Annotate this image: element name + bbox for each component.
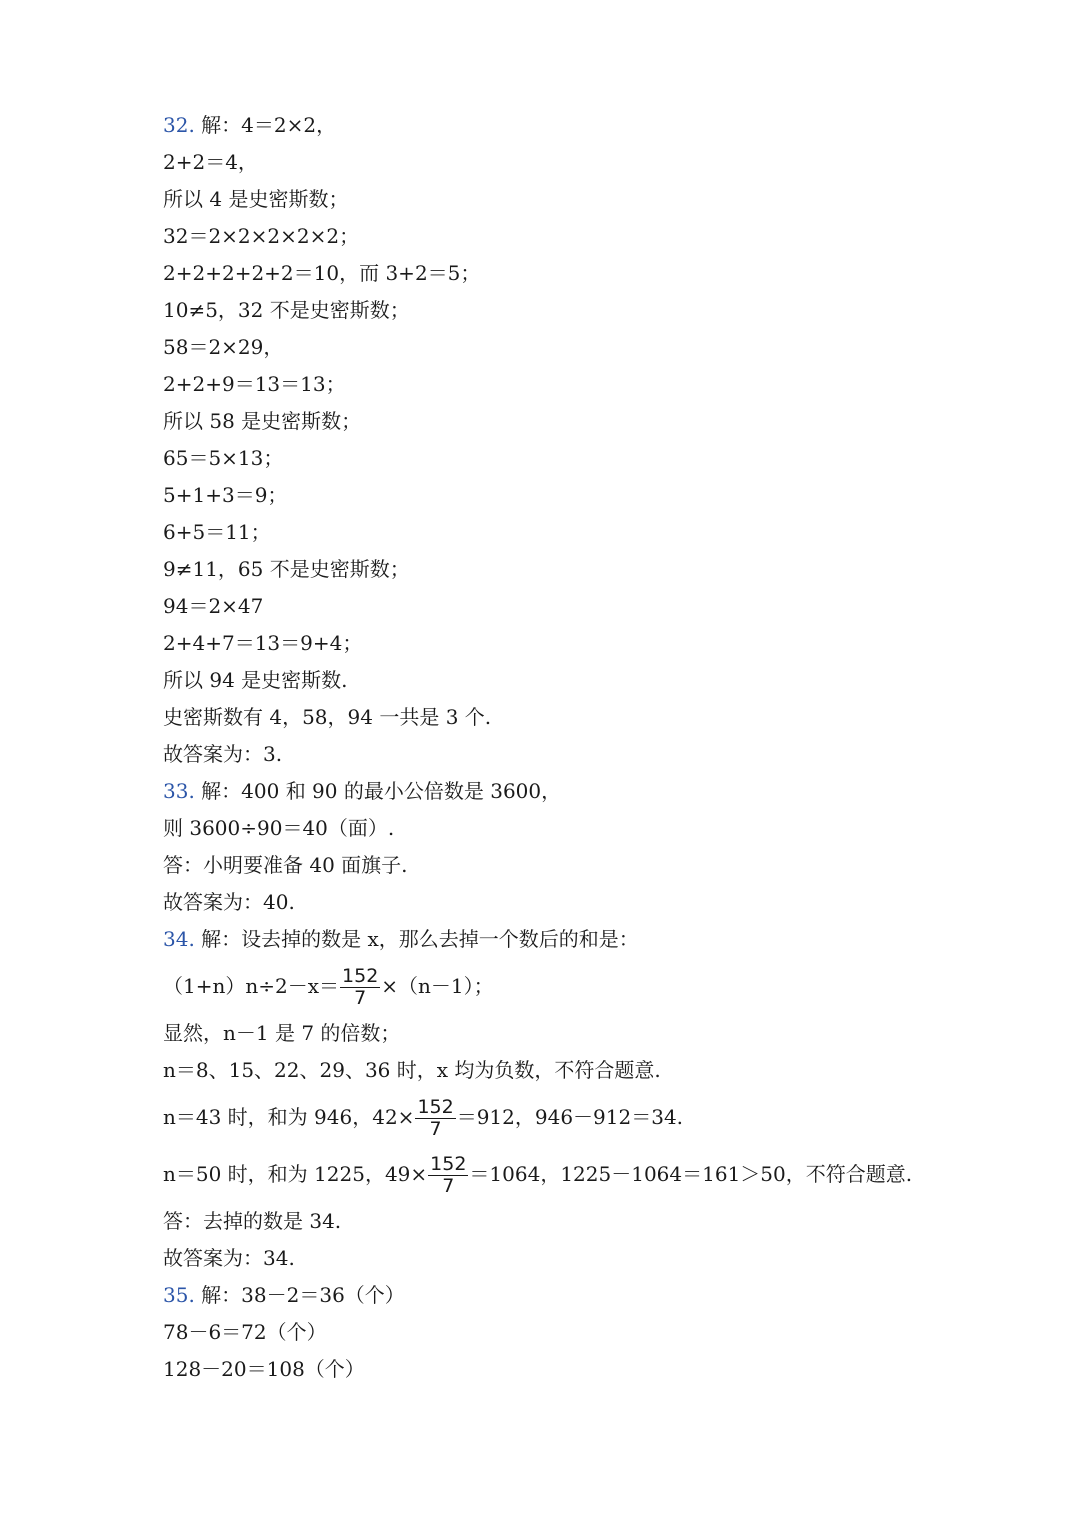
q32-line-16: 所以 94 是史密斯数. bbox=[163, 668, 348, 692]
q32-line-13: 9≠11，65 不是史密斯数； bbox=[163, 557, 410, 581]
q34-line-5: n＝43 时，和为 946，42× $\frac{152}{7}$ ＝912，946－912＝34. bbox=[163, 1096, 684, 1140]
q32-line-2: 2+2＝4， bbox=[163, 150, 258, 174]
q35-line-3: 128－20＝108（个） bbox=[163, 1357, 365, 1381]
q34-line-6: n＝50 时，和为 1225，49× $\frac{152}{7}$ ＝1064，1225－1064＝161＞50，不符合题意. bbox=[163, 1153, 913, 1197]
question-number-33: 33. bbox=[163, 779, 195, 803]
q32-line-17: 史密斯数有 4，58，94 一共是 3 个. bbox=[163, 705, 492, 729]
q33-line-1: 33. 解：400 和 90 的最小公倍数是 3600， bbox=[163, 779, 562, 803]
fraction: $\frac{152}{7}$ bbox=[342, 965, 379, 1009]
fraction: $\frac{152}{7}$ bbox=[430, 1153, 467, 1197]
q35-line-1: 35. 解：38－2＝36（个） bbox=[163, 1283, 405, 1307]
solution-page bbox=[163, 107, 1023, 1388]
q32-line-12: 6+5＝11； bbox=[163, 520, 271, 544]
q34-line-3: 显然，n－1 是 7 的倍数； bbox=[163, 1021, 401, 1045]
q32-line-1: 32. 解：4＝2×2， bbox=[163, 113, 337, 137]
q34-line-1: 34. 解：设去掉的数是 x，那么去掉一个数后的和是： bbox=[163, 927, 639, 951]
q35-line-2: 78－6＝72（个） bbox=[163, 1320, 327, 1344]
q32-line-10: 65＝5×13； bbox=[163, 446, 284, 470]
q32-line-8: 2+2+9＝13＝13； bbox=[163, 372, 346, 396]
q33-line-3: 答：小明要准备 40 面旗子. bbox=[163, 853, 408, 877]
q32-line-3: 所以 4 是史密斯数； bbox=[163, 187, 349, 211]
q34-equation: （1+n）n÷2－x＝ $\frac{152}{7}$ ×（n－1）； bbox=[163, 965, 494, 1009]
q32-line-7: 58＝2×29， bbox=[163, 335, 284, 359]
q32-line-18: 故答案为：3. bbox=[163, 742, 283, 766]
question-number-34: 34. bbox=[163, 927, 195, 951]
q33-line-2: 则 3600÷90＝40（面）. bbox=[163, 816, 395, 840]
q32-line-11: 5+1+3＝9； bbox=[163, 483, 288, 507]
question-number-32: 32. bbox=[163, 113, 195, 137]
q33-line-4: 故答案为：40. bbox=[163, 890, 295, 914]
q34-line-7: 答：去掉的数是 34. bbox=[163, 1209, 342, 1233]
q34-line-8: 故答案为：34. bbox=[163, 1246, 295, 1270]
q32-line-15: 2+4+7＝13＝9+4； bbox=[163, 631, 363, 655]
q32-line-6: 10≠5，32 不是史密斯数； bbox=[163, 298, 410, 322]
fraction: $\frac{152}{7}$ bbox=[417, 1096, 454, 1140]
question-number-35: 35. bbox=[163, 1283, 195, 1307]
q32-line-4: 32＝2×2×2×2×2； bbox=[163, 224, 360, 248]
q32-line-9: 所以 58 是史密斯数； bbox=[163, 409, 362, 433]
q32-line-5: 2+2+2+2+2＝10，而 3+2＝5； bbox=[163, 261, 481, 285]
q32-line-14: 94＝2×47 bbox=[163, 594, 264, 618]
q34-line-4: n＝8、15、22、29、36 时，x 均为负数，不符合题意. bbox=[163, 1058, 661, 1082]
